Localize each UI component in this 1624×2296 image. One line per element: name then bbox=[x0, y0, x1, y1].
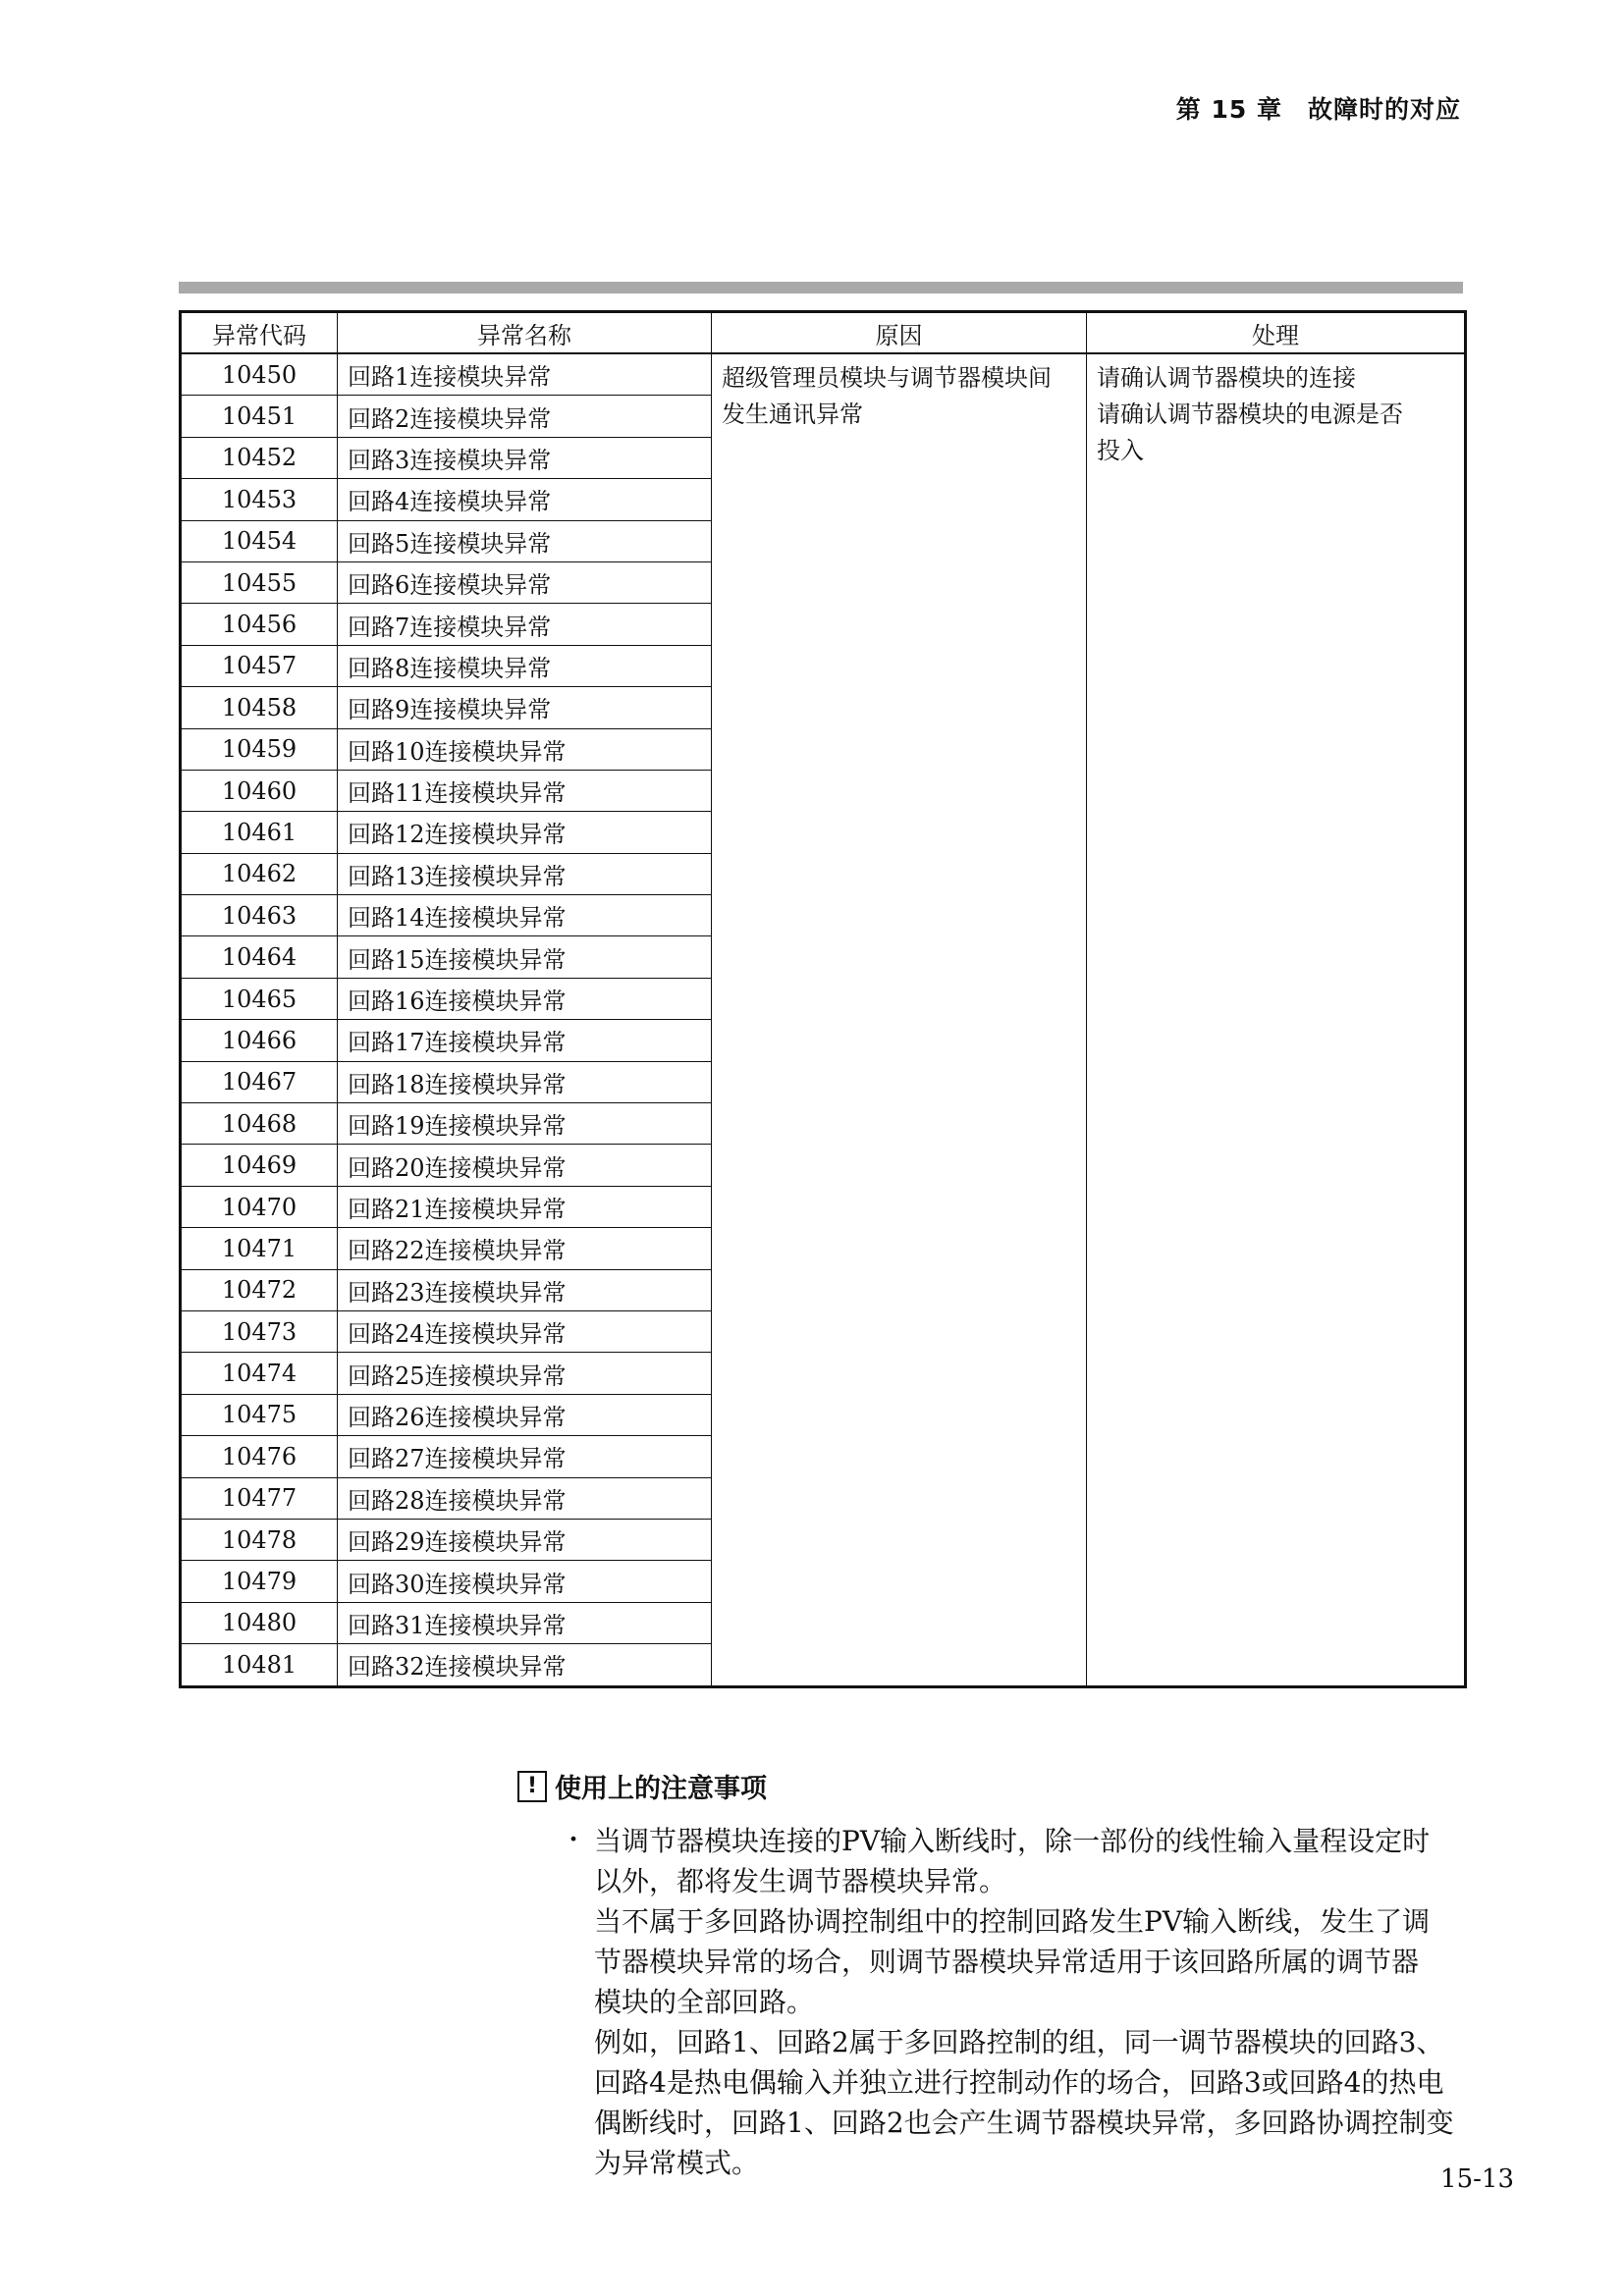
error-code-cell: 10453 bbox=[181, 479, 338, 520]
bullet-dot: ・ bbox=[561, 1826, 587, 1855]
error-code-cell: 10461 bbox=[181, 812, 338, 853]
error-name-cell: 回路32连接模块异常 bbox=[338, 1644, 712, 1686]
error-name-cell: 回路22连接模块异常 bbox=[338, 1228, 712, 1269]
error-code-cell: 10478 bbox=[181, 1519, 338, 1560]
error-code-cell: 10464 bbox=[181, 936, 338, 978]
error-name-cell: 回路24连接模块异常 bbox=[338, 1310, 712, 1352]
error-name-cell: 回路13连接模块异常 bbox=[338, 853, 712, 894]
page-number: 15-13 bbox=[1440, 2164, 1514, 2194]
error-name-cell: 回路23连接模块异常 bbox=[338, 1269, 712, 1310]
error-code-cell: 10472 bbox=[181, 1269, 338, 1310]
error-code-cell: 10455 bbox=[181, 561, 338, 603]
notice-title: 使用上的注意事项 bbox=[555, 1774, 767, 1804]
error-name-cell: 回路11连接模块异常 bbox=[338, 770, 712, 811]
column-header-cause: 原因 bbox=[712, 312, 1087, 354]
table-body bbox=[181, 353, 1466, 1686]
section-divider-bar bbox=[179, 282, 1463, 294]
error-name-cell: 回路28连接模块异常 bbox=[338, 1477, 712, 1519]
error-name-cell: 回路8连接模块异常 bbox=[338, 645, 712, 686]
usage-notice bbox=[517, 1767, 1460, 2183]
error-name-cell: 回路25连接模块异常 bbox=[338, 1353, 712, 1394]
error-code-cell: 10454 bbox=[181, 520, 338, 561]
error-code-cell: 10466 bbox=[181, 1020, 338, 1061]
error-code-cell: 10468 bbox=[181, 1103, 338, 1145]
notice-heading bbox=[517, 1767, 1460, 1805]
column-header-action: 处理 bbox=[1087, 312, 1466, 354]
error-name-cell: 回路18连接模块异常 bbox=[338, 1061, 712, 1102]
notice-line: 以外，都将发生调节器模块异常。 bbox=[594, 1865, 1007, 1897]
notice-body bbox=[517, 1821, 1460, 2183]
notice-line: 为异常模式。 bbox=[594, 2147, 760, 2179]
error-code-cell: 10480 bbox=[181, 1602, 338, 1643]
action-line: 投入 bbox=[1097, 437, 1144, 464]
error-code-cell: 10452 bbox=[181, 437, 338, 478]
error-code-cell: 10481 bbox=[181, 1644, 338, 1686]
cause-cell bbox=[712, 353, 1087, 1686]
error-name-cell: 回路20连接模块异常 bbox=[338, 1145, 712, 1186]
error-code-cell: 10471 bbox=[181, 1228, 338, 1269]
exclamation-icon: ! bbox=[517, 1771, 547, 1802]
notice-line: 节器模块异常的场合，则调节器模块异常适用于该回路所属的调节器 bbox=[594, 1946, 1420, 1978]
error-name-cell: 回路7连接模块异常 bbox=[338, 604, 712, 645]
notice-line: 模块的全部回路。 bbox=[594, 1986, 815, 2018]
notice-line: 回路4是热电偶输入并独立进行控制动作的场合，回路3或回路4的热电 bbox=[594, 2066, 1444, 2099]
error-name-cell: 回路3连接模块异常 bbox=[338, 437, 712, 478]
error-name-cell: 回路6连接模块异常 bbox=[338, 561, 712, 603]
error-code-cell: 10462 bbox=[181, 853, 338, 894]
error-name-cell: 回路19连接模块异常 bbox=[338, 1103, 712, 1145]
error-name-cell: 回路5连接模块异常 bbox=[338, 520, 712, 561]
notice-line: 当调节器模块连接的PV输入断线时，除一部份的线性输入量程设定时 bbox=[594, 1825, 1431, 1857]
table-row bbox=[181, 353, 1466, 396]
error-code-cell: 10467 bbox=[181, 1061, 338, 1102]
notice-line: 例如，回路1、回路2属于多回路控制的组，同一调节器模块的回路3、 bbox=[594, 2026, 1444, 2058]
error-code-cell: 10473 bbox=[181, 1310, 338, 1352]
notice-line: 当不属于多回路协调控制组中的控制回路发生PV输入断线，发生了调 bbox=[594, 1905, 1431, 1938]
error-name-cell: 回路14连接模块异常 bbox=[338, 895, 712, 936]
chapter-header: 第 15 章 故障时的对应 bbox=[1175, 95, 1461, 124]
error-name-cell: 回路2连接模块异常 bbox=[338, 396, 712, 437]
error-name-cell: 回路1连接模块异常 bbox=[338, 353, 712, 396]
error-code-cell: 10457 bbox=[181, 645, 338, 686]
error-code-cell: 10475 bbox=[181, 1394, 338, 1435]
cause-line: 超级管理员模块与调节器模块间 bbox=[722, 364, 1052, 392]
error-name-cell: 回路10连接模块异常 bbox=[338, 728, 712, 770]
error-name-cell: 回路21连接模块异常 bbox=[338, 1186, 712, 1227]
error-code-cell: 10463 bbox=[181, 895, 338, 936]
error-code-cell: 10476 bbox=[181, 1436, 338, 1477]
error-code-cell: 10458 bbox=[181, 687, 338, 728]
error-code-table bbox=[179, 310, 1467, 1688]
error-name-cell: 回路9连接模块异常 bbox=[338, 687, 712, 728]
error-name-cell: 回路30连接模块异常 bbox=[338, 1561, 712, 1602]
error-name-cell: 回路16连接模块异常 bbox=[338, 978, 712, 1019]
error-code-cell: 10470 bbox=[181, 1186, 338, 1227]
error-name-cell: 回路31连接模块异常 bbox=[338, 1602, 712, 1643]
action-line: 请确认调节器模块的连接 bbox=[1097, 364, 1356, 392]
error-code-cell: 10459 bbox=[181, 728, 338, 770]
table-header-row bbox=[181, 312, 1466, 354]
error-code-cell: 10477 bbox=[181, 1477, 338, 1519]
cause-line: 发生通讯异常 bbox=[722, 400, 863, 428]
error-name-cell: 回路15连接模块异常 bbox=[338, 936, 712, 978]
error-name-cell: 回路26连接模块异常 bbox=[338, 1394, 712, 1435]
error-code-cell: 10469 bbox=[181, 1145, 338, 1186]
error-code-cell: 10451 bbox=[181, 396, 338, 437]
error-name-cell: 回路29连接模块异常 bbox=[338, 1519, 712, 1560]
action-line: 请确认调节器模块的电源是否 bbox=[1097, 400, 1403, 428]
error-code-cell: 10479 bbox=[181, 1561, 338, 1602]
error-name-cell: 回路27连接模块异常 bbox=[338, 1436, 712, 1477]
error-code-cell: 10460 bbox=[181, 770, 338, 811]
error-code-cell: 10465 bbox=[181, 978, 338, 1019]
error-name-cell: 回路17连接模块异常 bbox=[338, 1020, 712, 1061]
column-header-name: 异常名称 bbox=[338, 312, 712, 354]
error-name-cell: 回路4连接模块异常 bbox=[338, 479, 712, 520]
action-cell bbox=[1087, 353, 1466, 1686]
notice-line: 偶断线时，回路1、回路2也会产生调节器模块异常，多回路协调控制变 bbox=[594, 2107, 1454, 2139]
notice-text bbox=[565, 1821, 1460, 2183]
error-name-cell: 回路12连接模块异常 bbox=[338, 812, 712, 853]
error-code-cell: 10474 bbox=[181, 1353, 338, 1394]
column-header-code: 异常代码 bbox=[181, 312, 338, 354]
error-code-cell: 10456 bbox=[181, 604, 338, 645]
error-code-cell: 10450 bbox=[181, 353, 338, 396]
